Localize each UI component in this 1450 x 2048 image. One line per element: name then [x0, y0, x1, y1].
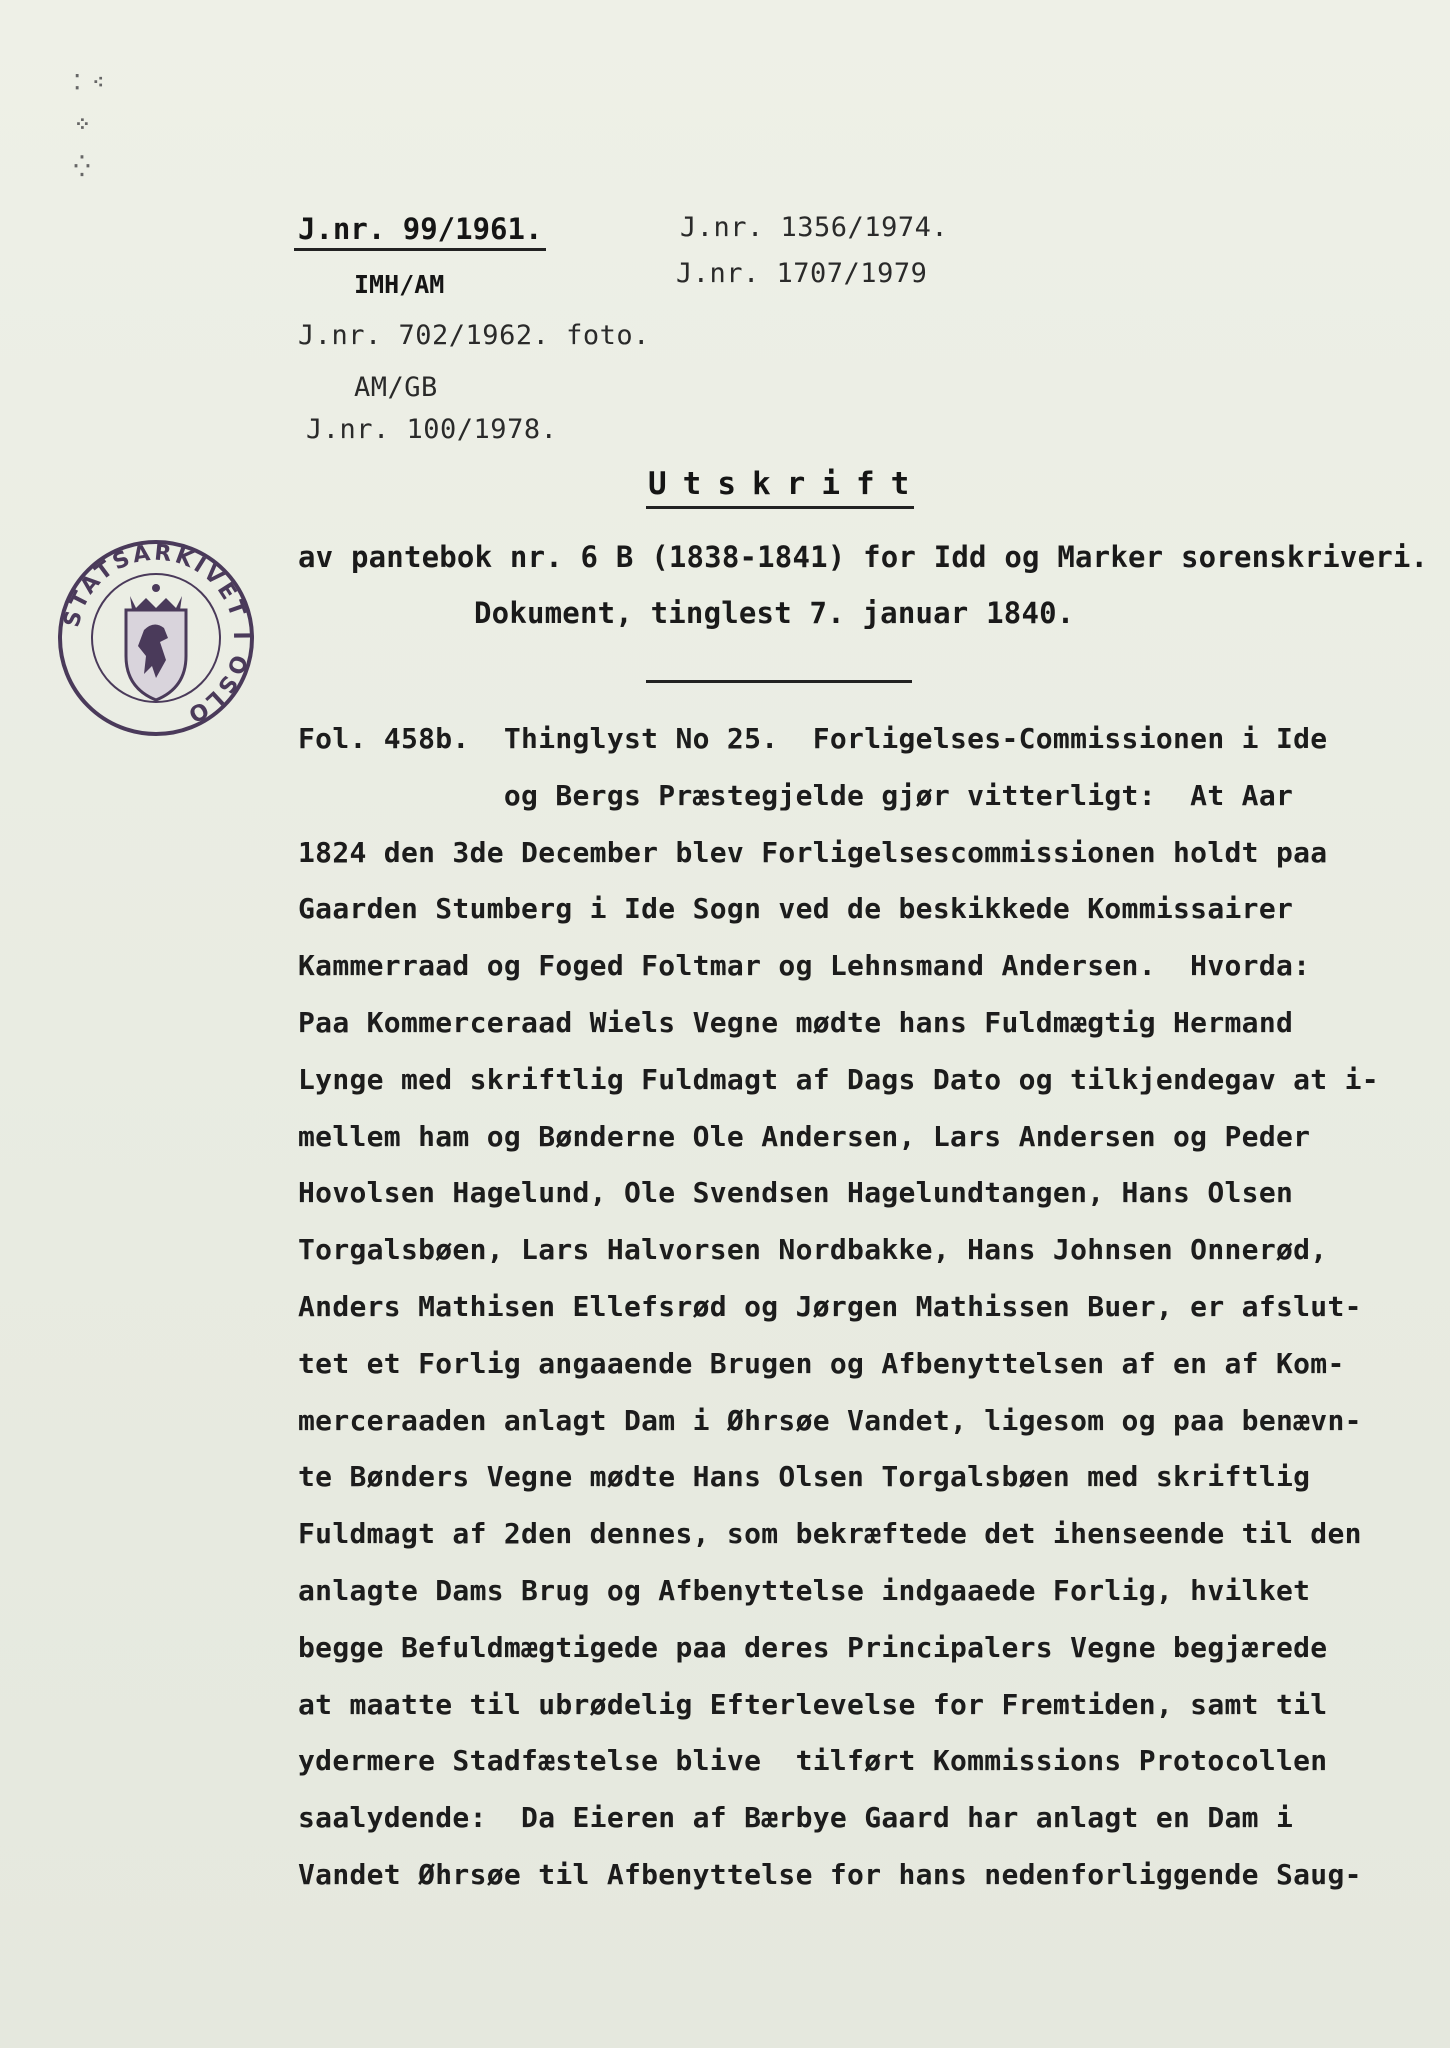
- ref-initials: IMH/AM: [354, 270, 445, 299]
- page-title: Utskrift: [648, 466, 926, 502]
- body-line: Torgalsbøen, Lars Halvorsen Nordbakke, Hans Johnsen Onnerød,: [298, 1233, 1328, 1267]
- section-divider: [646, 680, 912, 683]
- body-line: mellem ham og Bønderne Ole Andersen, Lars Andersen og Peder: [298, 1119, 1311, 1153]
- coat-of-arms-lion-icon: [126, 584, 186, 700]
- body-line: anlagte Dams Brug og Afbenyttelse indgaaede Forlig, hvilket: [298, 1574, 1311, 1607]
- body-line: begge Befuldmægtigede paa deres Principalers Vegne begjærede: [298, 1630, 1328, 1664]
- ref-main-underline: [294, 248, 546, 251]
- subtitle-1: av pantebok nr. 6 B (1838-1841) for Idd og Marker sorenskriveri.: [298, 540, 1429, 574]
- ref-right-2: J.nr. 1707/1979: [676, 258, 928, 289]
- body-line: Fol. 458b. Thinglyst No 25. Forligelses-Commissionen i Ide: [298, 722, 1328, 755]
- body-line: Gaarden Stumberg i Ide Sogn ved de beskikkede Kommissairer: [298, 892, 1294, 926]
- body-line: Vandet Øhrsøe til Afbenyttelse for hans nedenforliggende Saug-: [298, 1858, 1362, 1891]
- subtitle-2: Dokument, tinglest 7. januar 1840.: [474, 596, 1075, 630]
- title-underline: [646, 506, 914, 509]
- body-line: te Bønders Vegne mødte Hans Olsen Torgalsbøen med skriftlig: [298, 1460, 1311, 1494]
- archive-stamp: [56, 538, 256, 738]
- body-line: Paa Kommerceraad Wiels Vegne mødte hans Fuldmægtig Hermand: [298, 1006, 1294, 1039]
- stamp-text: STATSARKIVET I OSLO: [59, 540, 254, 729]
- body-line: og Bergs Præstegjelde gjør vitterligt: At Aar: [298, 778, 1294, 812]
- body-line: tet et Forlig angaaende Brugen og Afbenyttelsen af en af Kom-: [298, 1346, 1345, 1380]
- ref-2: J.nr. 702/1962. foto.: [298, 320, 650, 351]
- body-line: Lynge med skriftlig Fuldmagt af Dags Dato og tilkjendegav at i-: [298, 1062, 1379, 1096]
- body-line: saalydende: Da Eieren af Bærbye Gaard har anlagt en Dam i: [298, 1801, 1294, 1835]
- ref-main: J.nr. 99/1961.: [298, 212, 543, 246]
- corner-marks: ⁚ ⁖ ⁘ ⁛: [74, 70, 105, 178]
- body-line: ydermere Stadfæstelse blive tilført Kommissions Protocollen: [298, 1744, 1328, 1778]
- ref-initials-2: AM/GB: [354, 372, 438, 403]
- body-line: Fuldmagt af 2den dennes, som bekræftede det ihenseende til den: [298, 1517, 1362, 1551]
- ref-right-1: J.nr. 1356/1974.: [680, 212, 949, 243]
- body-line: merceraaden anlagt Dam i Øhrsøe Vandet, ligesom og paa benævn-: [298, 1403, 1362, 1437]
- body-line: at maatte til ubrødelig Efterlevelse for Fremtiden, samt til: [298, 1687, 1328, 1721]
- ref-3: J.nr. 100/1978.: [306, 414, 558, 445]
- body-line: Anders Mathisen Ellefsrød og Jørgen Mathissen Buer, er afslut-: [298, 1290, 1362, 1323]
- body-line: 1824 den 3de December blev Forligelsescommissionen holdt paa: [298, 835, 1328, 869]
- body-line: Kammerraad og Foged Foltmar og Lehnsmand Andersen. Hvorda:: [298, 949, 1311, 983]
- body-line: Hovolsen Hagelund, Ole Svendsen Hagelundtangen, Hans Olsen: [298, 1176, 1294, 1210]
